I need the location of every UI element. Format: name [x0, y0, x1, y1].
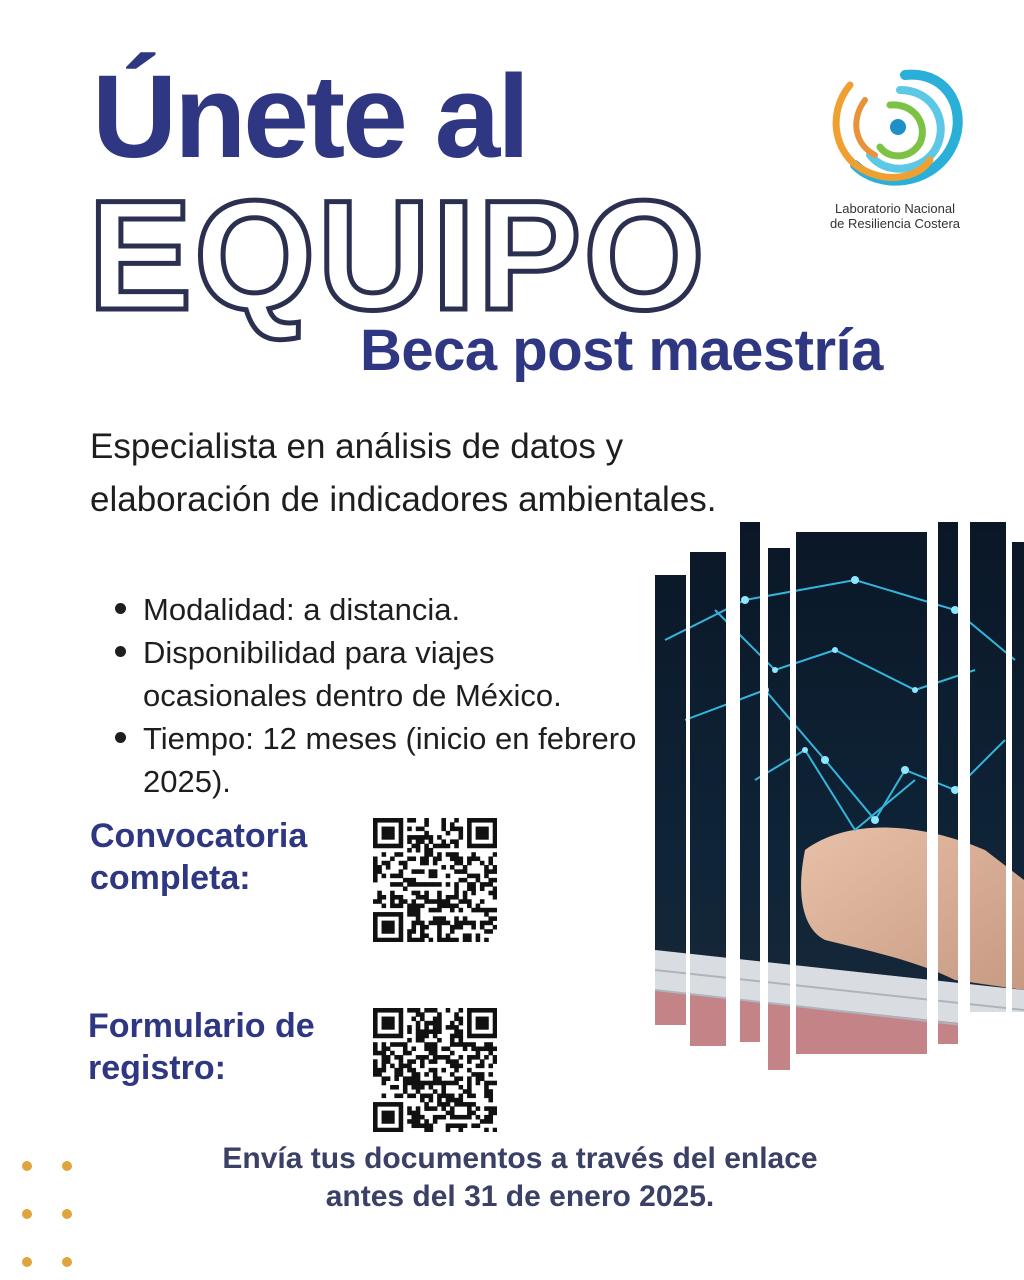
convocatoria-label: [90, 815, 350, 899]
title-line2-outlined: EQUIPO: [88, 169, 707, 343]
footer-note: [130, 1140, 910, 1216]
footer-line2: antes del 31 de enero 2025.: [325, 1180, 715, 1213]
lab-logo: [800, 55, 990, 245]
list-item: Modalidad: a distancia.: [105, 588, 665, 631]
spiral-logo-icon: [810, 55, 980, 200]
logo-text: [800, 201, 990, 231]
title-line1: Únete al: [92, 51, 528, 183]
list-item: Disponibilidad para viajes ocasionales dentro de México.: [105, 631, 665, 717]
footer-line1: Envía tus documentos a través del enlace: [222, 1142, 818, 1175]
qr-pattern: [373, 818, 497, 942]
formulario-label-text: Formulario de registro:: [88, 1007, 315, 1087]
list-item: Tiempo: 12 meses (inicio en febrero 2025).: [105, 717, 665, 803]
formulario-label: [88, 1005, 348, 1089]
convocatoria-label-text: Convocatoria completa:: [90, 817, 308, 897]
job-description: Especialista en análisis de datos y elaboración de indicadores ambientales.: [90, 427, 717, 519]
qr-pattern: [373, 1008, 497, 1132]
requirements-list: [105, 588, 665, 803]
logo-name-line1: Laboratorio Nacional: [835, 201, 955, 216]
decorative-dots: [20, 1158, 80, 1268]
formulario-qr-code[interactable]: [373, 1008, 497, 1132]
subtitle: Beca post maestría: [360, 318, 883, 383]
convocatoria-qr-code[interactable]: [373, 818, 497, 942]
logo-name-line2: de Resiliencia Costera: [829, 216, 961, 231]
data-analysis-image: [655, 520, 1024, 1080]
